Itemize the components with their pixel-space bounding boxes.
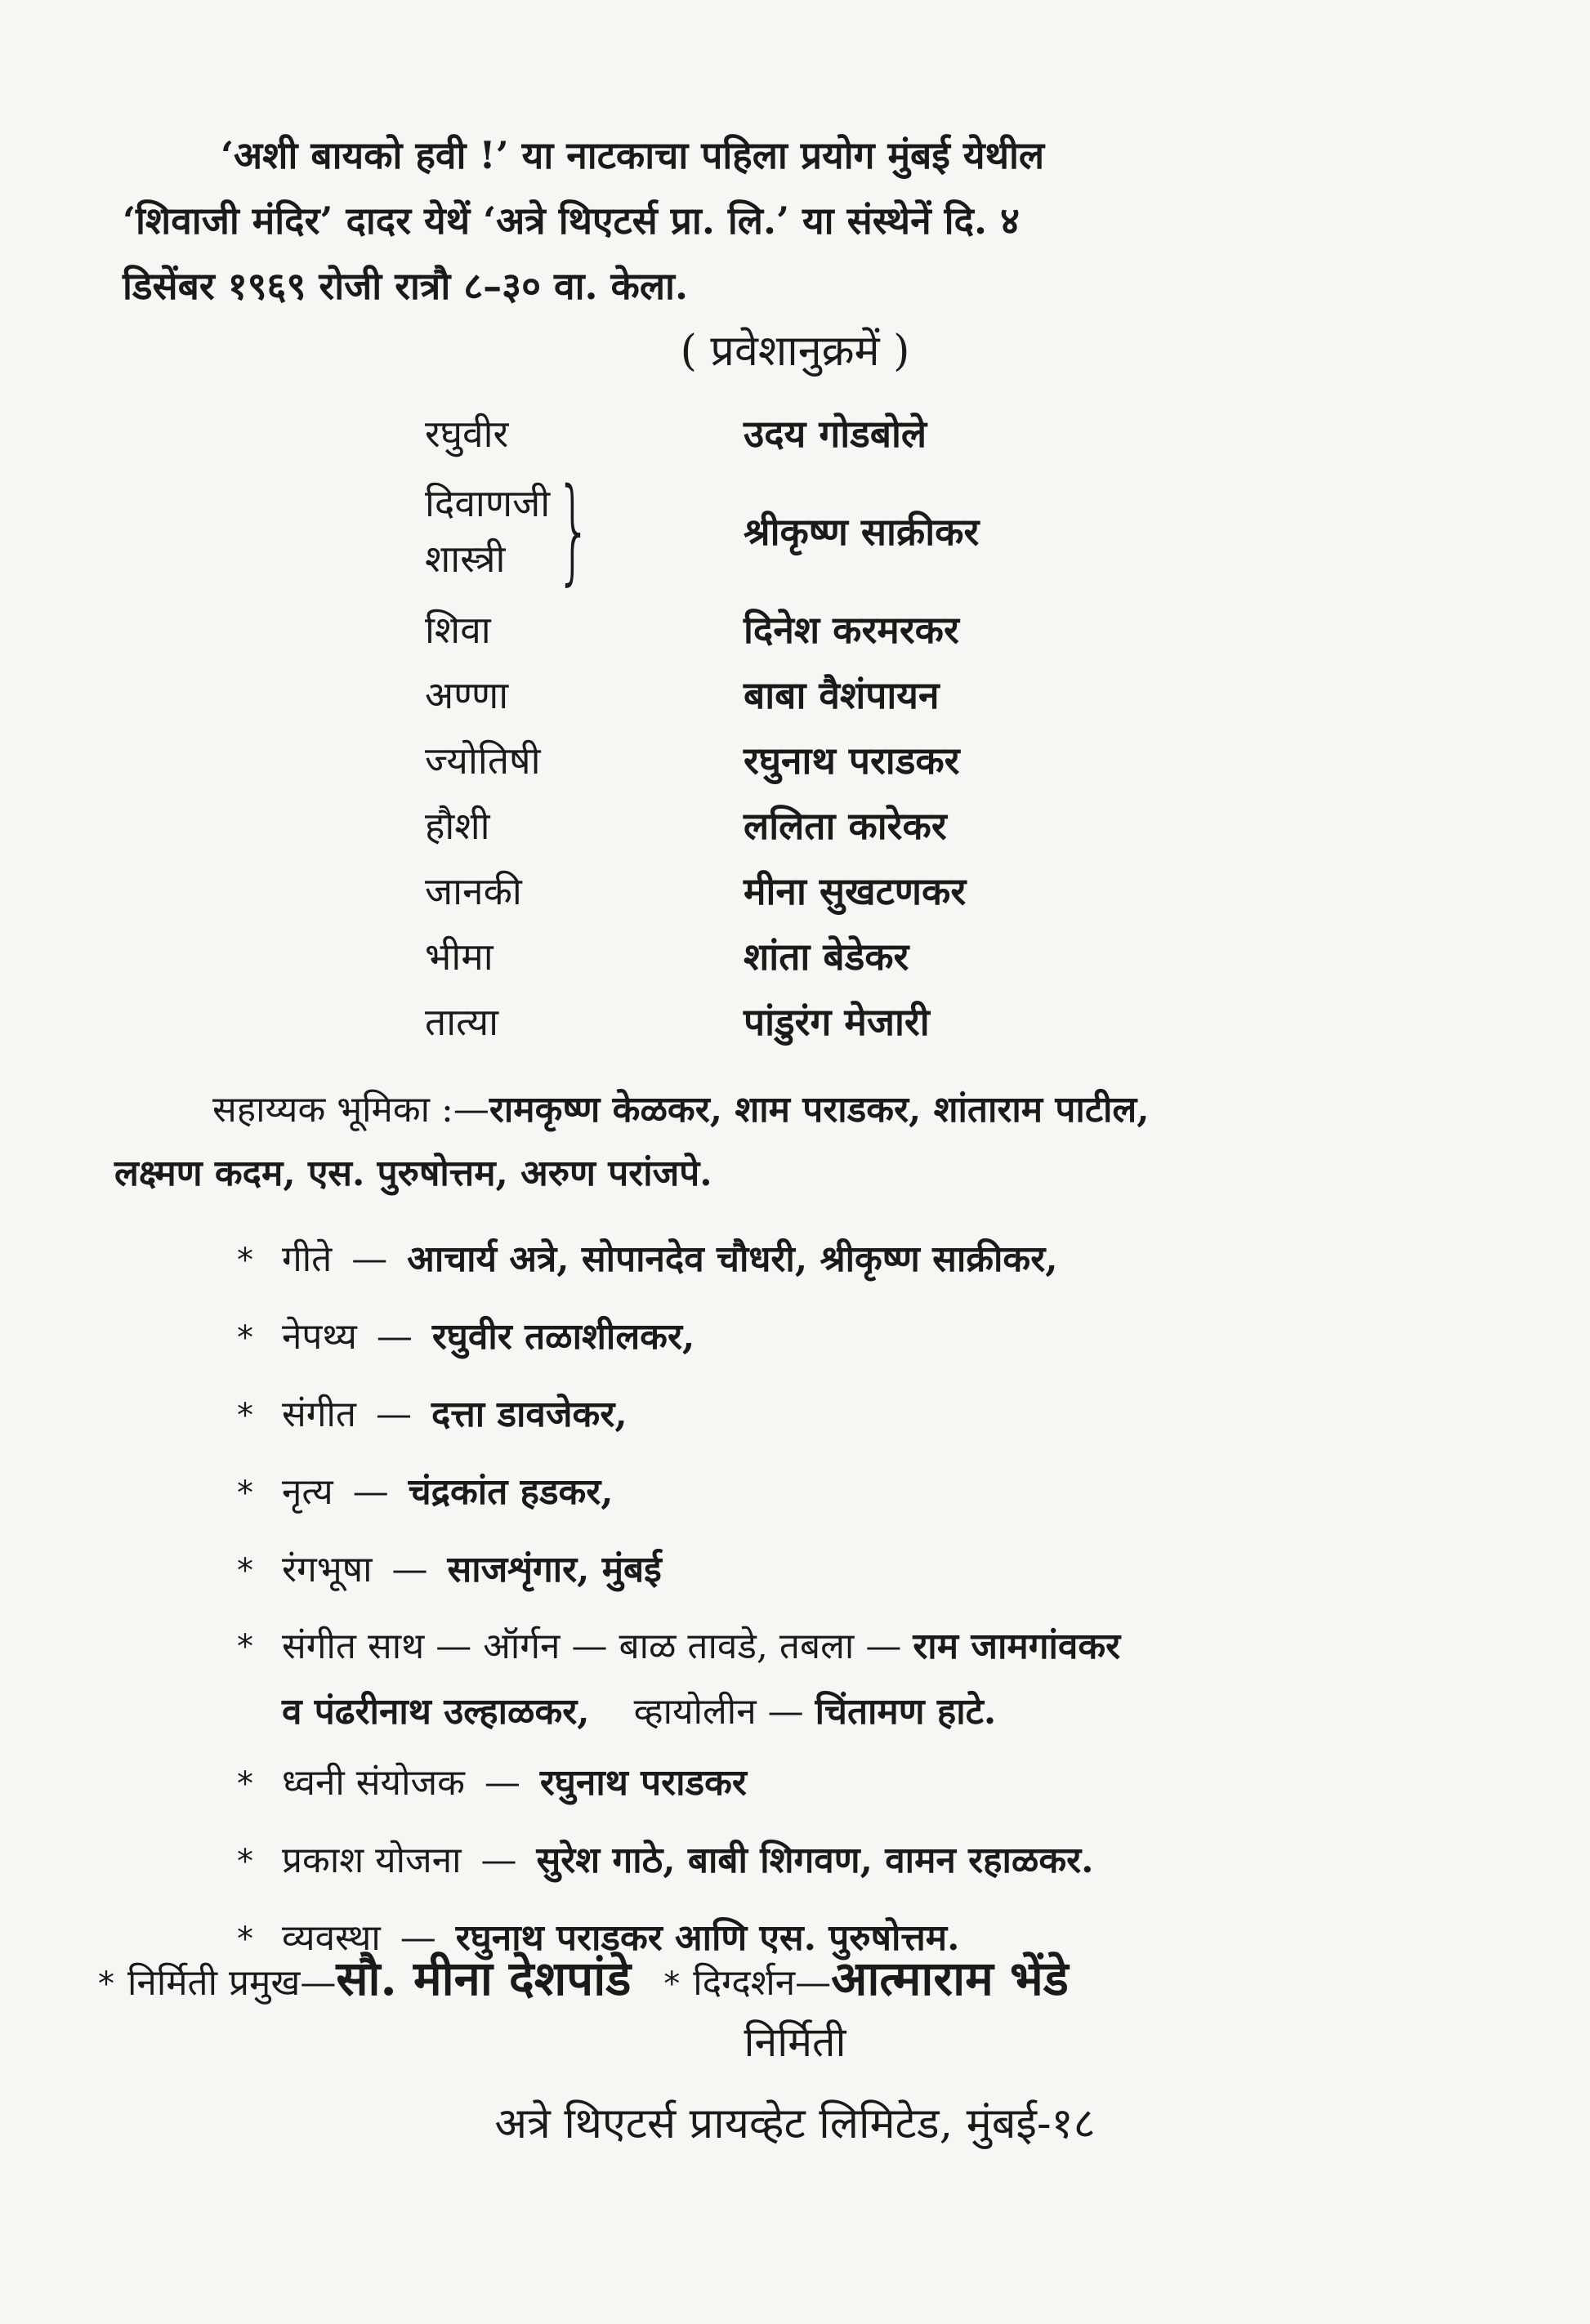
credit-value: रघुनाथ पराडकर आणि एस. पुरुषोत्तम. bbox=[455, 1917, 960, 1959]
cast-group bbox=[425, 466, 1242, 596]
cast-actor: शांता बेडेकर bbox=[744, 935, 909, 979]
credit-item bbox=[237, 1221, 1397, 1299]
credit-item bbox=[237, 1454, 1397, 1532]
cast-row bbox=[425, 792, 1242, 858]
credit-label: संगीत साथ bbox=[282, 1626, 425, 1667]
brace-symbol: } bbox=[556, 464, 592, 597]
cast-row bbox=[425, 400, 1242, 466]
cast-role: रघुवीर bbox=[425, 412, 509, 456]
credit-value: आचार्य अत्रे, सोपानदेव चौधरी, श्रीकृष्ण साक्रीकर, bbox=[407, 1238, 1058, 1280]
dash: — bbox=[352, 1471, 389, 1513]
bullet-star: * bbox=[98, 1965, 114, 2003]
intro-paragraph bbox=[123, 123, 1381, 319]
cast-row bbox=[425, 923, 1242, 988]
supporting-roles-line bbox=[114, 1142, 1389, 1206]
credit-value: चिंतामण हाटे. bbox=[815, 1691, 997, 1733]
dash: — bbox=[480, 1840, 517, 1881]
director-label: दिग्दर्शन bbox=[693, 1962, 796, 2004]
intro-line: ‘शिवाजी मंदिर’ दादर येथें ‘अत्रे थिएटर्स प्रा. लि.’ या संस्थेनें दि. ४ bbox=[123, 198, 1020, 243]
cast-list bbox=[425, 400, 1242, 1054]
dash: — bbox=[865, 1626, 902, 1667]
credit-item bbox=[237, 1299, 1397, 1376]
bullet-star: * bbox=[237, 1843, 253, 1880]
credit-label: रंगभूषा bbox=[282, 1549, 373, 1590]
bullet-star: * bbox=[237, 1319, 253, 1357]
supporting-roles-names: रामकृष्ण केळकर, शाम पराडकर, शांताराम पाटील, bbox=[489, 1089, 1150, 1131]
dash: — bbox=[376, 1394, 412, 1435]
cast-actor: बाबा वैशंपायन bbox=[744, 673, 940, 717]
cast-actor: पांडुरंग मेजारी bbox=[744, 1000, 930, 1044]
cast-actor: श्रीकृष्ण साक्रीकर bbox=[744, 510, 980, 554]
bullet-star: * bbox=[237, 1474, 253, 1512]
credit-label: तबला bbox=[779, 1626, 855, 1667]
supporting-roles bbox=[114, 1078, 1389, 1206]
credit-line bbox=[282, 1679, 1120, 1745]
credit-label: व्यवस्था bbox=[282, 1917, 381, 1959]
credit-value: व पंढरीनाथ उल्हाळकर, bbox=[282, 1691, 590, 1733]
credit-value: बाळ तावडे, bbox=[619, 1626, 768, 1667]
cast-actor: ललिता कारेकर bbox=[744, 804, 947, 848]
cast-actor: रघुनाथ पराडकर bbox=[744, 738, 960, 783]
bullet-star: * bbox=[237, 1397, 253, 1434]
cast-role: ज्योतिषी bbox=[425, 738, 541, 783]
dash: — bbox=[351, 1238, 388, 1280]
credits-list bbox=[237, 1221, 1397, 1978]
credit-label: नृत्य bbox=[282, 1471, 333, 1513]
cast-role: तात्या bbox=[425, 1000, 499, 1044]
credit-label: प्रकाश योजना bbox=[282, 1840, 462, 1881]
cast-actor: दिनेश करमरकर bbox=[744, 608, 959, 652]
bullet-star: * bbox=[237, 1765, 253, 1803]
credit-value: चंद्रकांत हडकर, bbox=[408, 1471, 614, 1513]
bullet-star: * bbox=[237, 1628, 253, 1666]
intro-line: ‘अशी बायको हवी !’ या नाटकाचा पहिला प्रयोग मुंबई येथील bbox=[221, 133, 1045, 177]
production-director-line bbox=[98, 1944, 1405, 2009]
credit-item bbox=[237, 1532, 1397, 1609]
credit-value: राम जामगांवकर bbox=[913, 1626, 1121, 1667]
dash: — bbox=[376, 1316, 413, 1358]
dash: — bbox=[484, 1762, 520, 1804]
credit-value: साजशृंगार, मुंबई bbox=[447, 1549, 662, 1590]
dash: — bbox=[571, 1626, 608, 1667]
cast-actor: उदय गोडबोले bbox=[744, 412, 927, 456]
credit-label: नेपथ्य bbox=[282, 1316, 357, 1358]
cast-row bbox=[425, 596, 1242, 662]
credit-label: गीते bbox=[282, 1238, 333, 1280]
cast-role: शास्त्री bbox=[425, 537, 506, 581]
bullet-star: * bbox=[237, 1920, 253, 1958]
production-heading: निर्मिती bbox=[744, 2018, 846, 2066]
credit-label: व्हायोलीन bbox=[633, 1691, 757, 1733]
supporting-roles-label: सहाय्यक भूमिका :— bbox=[212, 1089, 489, 1131]
dash: — bbox=[300, 1962, 337, 2004]
credit-item bbox=[237, 1376, 1397, 1454]
cast-role: दिवाणजी bbox=[425, 481, 551, 525]
intro-line: डिसेंबर १९६९ रोजी रात्रौ ८–३० वा. केला. bbox=[123, 264, 688, 308]
production-head-label: निर्मिती प्रमुख bbox=[127, 1962, 301, 2004]
production-head-value: सौ. मीना देशपांडे bbox=[336, 1951, 632, 2006]
cast-role: भीमा bbox=[425, 935, 494, 979]
credit-value: सुरेश गाठे, बाबी शिगवण, वामन रहाळकर. bbox=[536, 1840, 1094, 1881]
credit-item bbox=[237, 1822, 1397, 1900]
credit-value: दत्ता डावजेकर, bbox=[431, 1394, 628, 1435]
bullet-star: * bbox=[663, 1965, 681, 2003]
dash: — bbox=[391, 1549, 428, 1590]
supporting-roles-names: लक्ष्मण कदम, एस. पुरुषोत्तम, अरुण परांजपे. bbox=[114, 1153, 712, 1194]
credit-value: रघुवीर तळाशीलकर, bbox=[431, 1316, 695, 1358]
supporting-roles-line bbox=[114, 1078, 1389, 1142]
credit-label: ध्वनी संयोजक bbox=[282, 1762, 465, 1804]
credit-label: संगीत bbox=[282, 1394, 356, 1435]
cast-row bbox=[425, 662, 1242, 727]
order-heading: ( प्रवेशानुक्रमें ) bbox=[680, 327, 910, 376]
cast-row bbox=[425, 988, 1242, 1054]
cast-role: अण्णा bbox=[425, 673, 509, 717]
dash: — bbox=[795, 1962, 832, 2004]
cast-actor: मीना सुखटणकर bbox=[744, 869, 967, 913]
bullet-star: * bbox=[237, 1552, 253, 1590]
cast-role: शिवा bbox=[425, 608, 491, 652]
credit-label: ऑर्गन bbox=[483, 1626, 561, 1667]
dash: — bbox=[767, 1691, 804, 1733]
company-name: अत्रे थिएटर्स प्रायव्हेट लिमिटेड, मुंबई-१८ bbox=[494, 2099, 1096, 2148]
cast-group-roles bbox=[425, 475, 556, 587]
credit-body bbox=[282, 1614, 1120, 1745]
credit-item bbox=[237, 1745, 1397, 1822]
cast-role: हौशी bbox=[425, 804, 490, 848]
director-value: आत्माराम भेंडे bbox=[831, 1951, 1069, 2006]
dash: — bbox=[400, 1917, 436, 1959]
bullet-star: * bbox=[237, 1242, 253, 1279]
cast-role: जानकी bbox=[425, 869, 522, 913]
credit-value: रघुनाथ पराडकर bbox=[539, 1762, 747, 1804]
cast-row bbox=[425, 858, 1242, 923]
cast-row bbox=[425, 727, 1242, 792]
credit-item-music-accompaniment bbox=[237, 1609, 1397, 1745]
dash: — bbox=[435, 1626, 472, 1667]
credit-line bbox=[282, 1614, 1120, 1679]
